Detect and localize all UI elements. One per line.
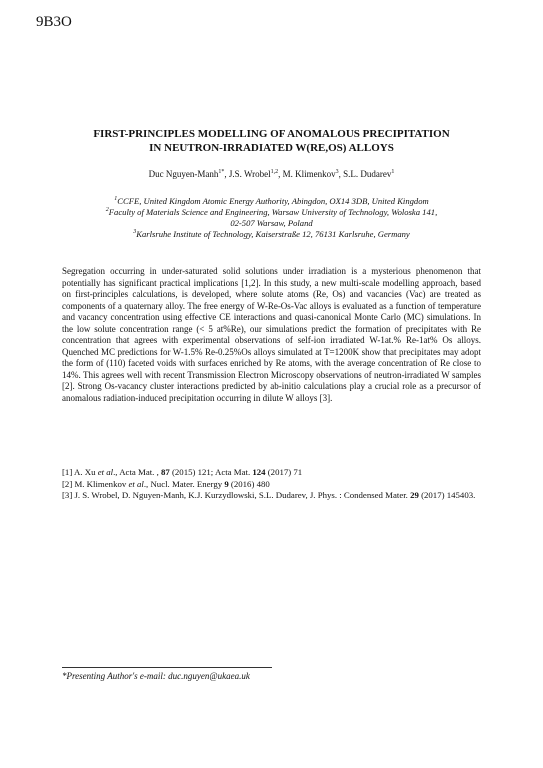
author-sep: , (278, 169, 283, 179)
author-list (40, 169, 503, 179)
ref-text: [2] M. Klimenkov (62, 478, 129, 489)
ref-text: (2017) 145403. (418, 490, 476, 500)
ref-volume: 124 (252, 467, 266, 477)
aff-sup: 1 (114, 196, 118, 203)
reference-2 (62, 479, 481, 491)
affiliation-2 (40, 207, 503, 218)
session-code: 9B3O (36, 14, 72, 30)
aff-sup: 2 (105, 207, 109, 214)
author-sup: 1 (391, 169, 395, 175)
affiliation-1 (40, 196, 503, 207)
ref-etal: et al (97, 467, 114, 477)
ref-text: ., Nucl. Mater. Energy (143, 478, 225, 489)
reference-3 (62, 490, 481, 502)
author-name: J.S. Wrobel (228, 169, 271, 179)
references (62, 467, 481, 502)
ref-text: (2015) 121; Acta Mat. (169, 467, 253, 477)
aff-sup: 3 (133, 229, 137, 236)
author-sup: 3 (335, 169, 339, 175)
ref-text: [1] A. Xu (62, 467, 98, 477)
author-sep: , (338, 169, 344, 179)
aff-text: Faculty of Materials Science and Engineering, Warsaw University of Technology, Woloska 141, (108, 207, 438, 217)
aff-text: CCFE, United Kingdom Atomic Energy Authority, Abingdon, OX14 3DB, United Kingdom (117, 196, 429, 206)
author-name: S.L. Dudarev (343, 169, 392, 179)
affiliation-3 (40, 229, 503, 240)
ref-text: [3] J. S. Wrobel, D. Nguyen-Manh, K.J. Kurzydlowski, S.L. Dudarev, J. Phys. : Condensed Mater. (62, 490, 411, 500)
paper-title (60, 127, 483, 155)
author-sup: 1* (218, 169, 225, 175)
author-name: M. Klimenkov (282, 169, 336, 179)
aff-text: Karlsruhe Institute of Technology, Kaiserstraße 12, 76131 Karlsruhe, Germany (136, 229, 410, 239)
author-sup: 1,2 (270, 169, 279, 175)
reference-1 (62, 467, 481, 479)
ref-text: (2017) 71 (265, 467, 303, 477)
title-line-2: IN NEUTRON-IRRADIATED W(RE,OS) ALLOYS (149, 142, 394, 154)
author-name: Duc Nguyen-Manh (148, 169, 219, 179)
ref-etal: et al (128, 478, 144, 489)
affiliations (40, 196, 503, 240)
footnote-email: *Presenting Author's e-mail: duc.nguyen@ukaea.uk (62, 671, 250, 681)
ref-text: ., Acta Mat. , (113, 467, 161, 477)
ref-volume: 29 (410, 490, 419, 500)
footnote-divider (62, 667, 272, 668)
title-line-1: FIRST-PRINCIPLES MODELLING OF ANOMALOUS PRECIPITATION (93, 128, 450, 140)
ref-volume: 9 (224, 478, 229, 489)
abstract-text: Segregation occurring in under-saturated solid solutions under irradiation is a mysterious phenomenon that potentially has significant practical implications [1,2]. In this study, a new multi-scale modelling approach, based on first-principles calculations, is developed, where solute atoms (Re, Os) and vacancies (Vac) are treated as components of a quaternary alloy. The free energy of W-Re-Os-Vac alloys is evaluated as a function of temperature and vacancy concentration using effective CE interactions and quasi-canonical Monte Carlo (MC) simulations. In the low solute concentration range (< 5 at%Re), our simulations predict the formation of precipitates with Re concentration that agrees with experimental observations of self-ion irradiated W-1at.% Re-1at% Os alloys. Quenched MC predictions for W-1.5% Re-0.25%Os alloys simulated at T=1200K show that precipitates may adopt the form of (110) faceted voids with surfaces enriched by Re atoms, with the average concentration of Re close to 14%. This agrees well with recent Transmission Electron Microscopy observations of neutron-irradiated W samples [2]. Strong Os-vacancy cluster interactions predicted by ab-initio calculations play a crucial role as a precursor of anomalous radiation-induced precipitation occurring in dilute W alloys [3]. (62, 266, 481, 403)
author-sep: , (224, 169, 229, 179)
affiliation-2-cont: 02-507 Warsaw, Poland (230, 218, 313, 228)
ref-volume: 87 (160, 467, 170, 477)
ref-text: (2016) 480 (228, 478, 270, 489)
